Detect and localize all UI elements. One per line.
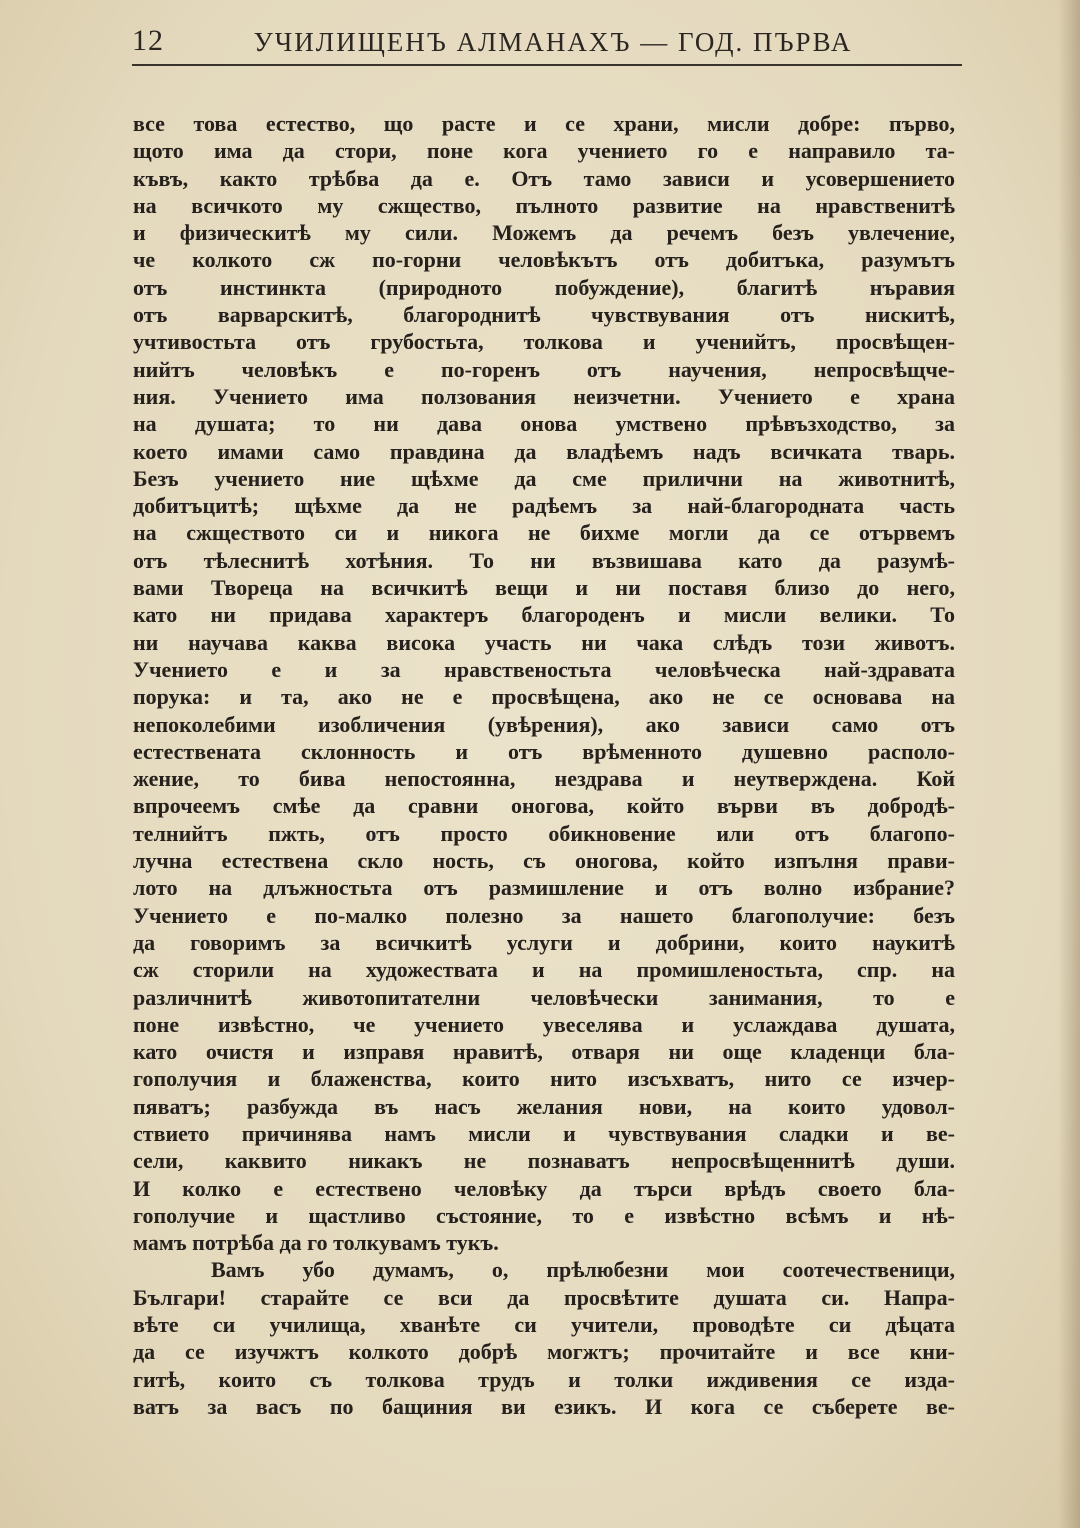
text-line: ствието причинява намъ мисли и чувствувания сладки и ве- [133,1120,955,1146]
text-line: лучна естествена скло ность, съ оногова, който изпълня прави- [133,848,955,874]
text-line: жение, то бива непостоянна, нездрава и неутверждена. Кой [133,766,955,792]
text-line: и физическитѣ му сили. Можемъ да речемъ безъ увлечение, [133,220,955,246]
text-line: да се изучжтъ колкото добрѣ могжтъ; прочитайте и все кни- [133,1339,955,1365]
text-line: И колко е естествено человѣку да търси врѣдъ своето бла- [133,1175,955,1201]
text-line: Вамъ убо думамъ, о, прѣлюбезни мои соотечественици, [211,1257,955,1283]
text-line: различнитѣ животопитателни человѣчески занимания, то е [133,984,955,1010]
text-line: ния. Учението има ползования неизчетни. Учението е храна [133,383,955,409]
text-line: отъ инстинкта (природното побуждение), благитѣ нъравия [133,274,955,300]
text-line: добитъцитѣ; щѣхме да не радѣемъ за най-благородната часть [133,493,955,519]
header-rule [132,64,962,66]
text-line: впрочеемъ смѣе да сравни оногова, който върви въ добродѣ- [133,793,955,819]
text-line: вами Твореца на всичкитѣ вещи и ни поставя близо до него, [133,575,955,601]
text-line: отъ тѣлеснитѣ хотѣния. То ни възвишава като да разумѣ- [133,547,955,573]
text-line: Българи! старайте се вси да просвѣтите душата си. Напра- [133,1284,955,1310]
text-line: гополучия и блаженства, които нито изсъхватъ, нито се изчер- [133,1066,955,1092]
text-line: Учението е и за нравственостьта человѣческа най-здравата [133,656,955,682]
text-line: пяватъ; разбужда въ насъ желания нови, на които удовол- [133,1093,955,1119]
text-line: Учението е по-малко полезно за нашето благополучие: безъ [133,902,955,928]
text-line: да говоримъ за всичкитѣ услуги и добрини, които наукитѣ [133,929,955,955]
text-line: лото на длъжностьта отъ размишление и отъ волно избрание? [133,875,955,901]
page-number: 12 [132,24,164,57]
text-line: все това естество, що расте и се храни, мисли добре: първо, [133,111,955,136]
text-line: телнийтъ пжть, отъ просто обикновение или отъ благопо- [133,820,955,846]
text-line: сели, каквито никакъ не познаватъ непросвѣщеннитѣ души. [133,1148,955,1174]
text-line: естествената склонность и отъ врѣменното душевно располо- [133,738,955,764]
text-line: на всичкото му сжщество, пълното развитие на нравственитѣ [133,192,955,218]
text-line: къвъ, както трѣбва да е. Отъ тамо зависи и усовершението [133,165,955,191]
text-line: гополучие и щастливо състояние, то е извѣстно всѣмъ и нѣ- [133,1202,955,1228]
page-edge-shadow [1058,0,1080,1528]
text-line: ватъ за васъ по бащиния ви езикъ. И кога се съберете ве- [133,1393,955,1419]
text-line: гитѣ, които съ толкова трудъ и толки иждивения се изда- [133,1366,955,1392]
text-line: поне извѣстно, че учението увеселява и услаждава душата, [133,1011,955,1037]
text-line: вѣте си училища, хванѣте си учители, проводѣте си дѣцата [133,1312,955,1338]
text-line: щото има да стори, поне кога учението го е направило та- [133,138,955,164]
text-line: непоколебими изобличения (увѣрения), ако зависи само отъ [133,711,955,737]
text-line: на сжществото си и никога не бихме могли да се отървемъ [133,520,955,546]
text-line: на душата; то ни дава онова умствено прѣвъзходство, за [133,411,955,437]
text-line: че колкото сж по-горни человѣкътъ отъ добитъка, разумътъ [133,247,955,273]
text-line: Безъ учението ние щѣхме да сме прилични на животнитѣ, [133,465,955,491]
text-line: като очистя и изправя нравитѣ, отваря ни още кладенци бла- [133,1039,955,1065]
text-line: ни научава каква висока участь ни чака слѣдъ този животъ. [133,629,955,655]
body-text [133,110,955,1420]
text-line: порука: и та, ако не е просвѣщена, ако не се основава на [133,684,955,710]
text-line: мамъ потрѣба да го толкувамъ тукъ. [133,1230,499,1256]
text-line: като ни придава характеръ благороденъ и мисли велики. То [133,602,955,628]
text-line: което имами само правдина да владѣемъ надъ всичката тварь. [133,438,955,464]
text-line: нийтъ человѣкъ е по-горенъ отъ научения, непросвѣщче- [133,356,955,382]
text-line: отъ варварскитѣ, благороднитѣ чувствувания отъ нискитѣ, [133,302,955,328]
running-title: УЧИЛИЩЕНЪ АЛМАНАХЪ — ГОД. ПЪРВА [253,27,853,57]
text-line: сж сторили на художествата и на промишленостьта, спр. на [133,957,955,983]
running-header [132,22,962,58]
text-line: учтивостьта отъ грубостьта, толкова и ученийтъ, просвѣщен- [133,329,955,355]
